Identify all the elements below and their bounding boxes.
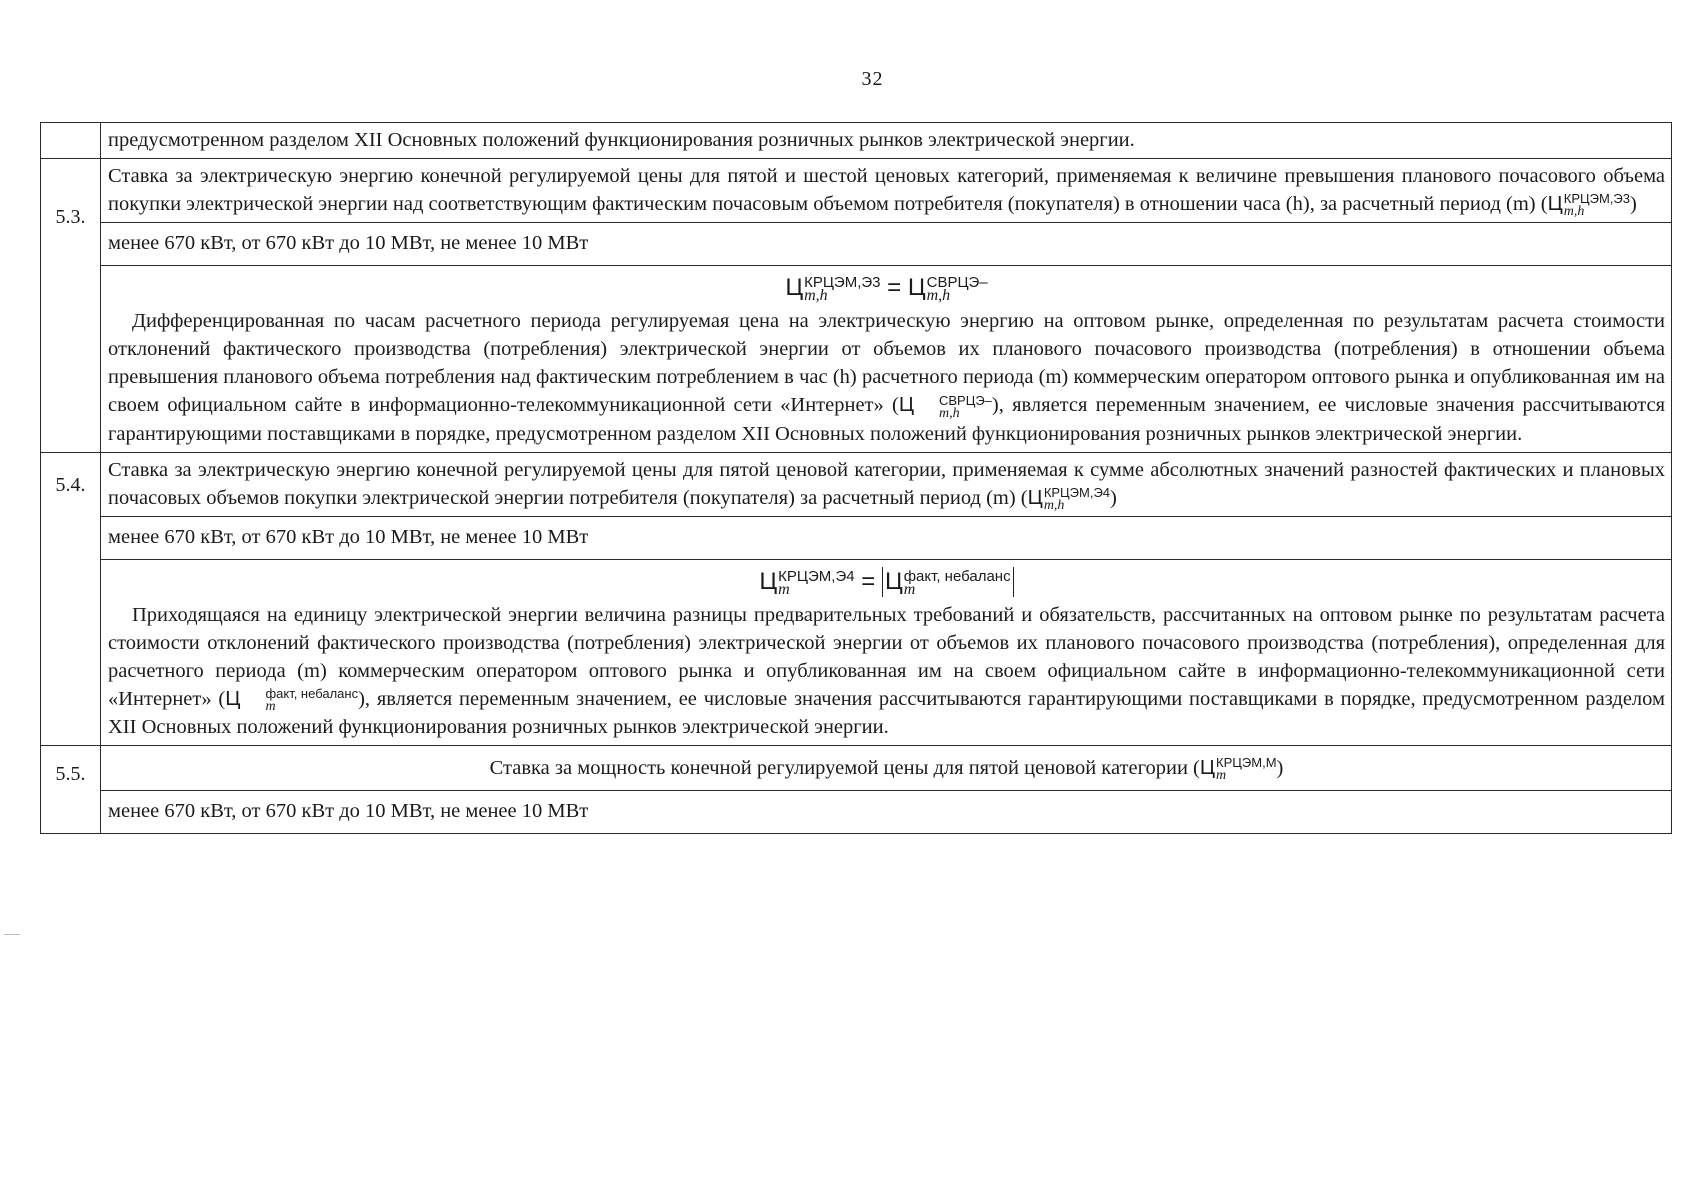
- description-paragraph: [108, 307, 1665, 447]
- row-title-cell: [101, 452, 1672, 516]
- description-text: Дифференцированная по часам расчетного периода регулируемая цена на электрическую энергию на оптовом рынке, определенная по результатам расчета стоимости отклонений фактического производства (потребления) электрической энергии от объемов их планового почасового производства (потребления) в отношении объема превышения планового объема потребления над фактическим потреблением в час (h) расчетного периода (m) коммерческим оператором оптового рынка и опубликованная им на своем официальном сайте в информационно-телекоммуникационной сети «Интернет» (: [108, 310, 1665, 417]
- symbol-indices: [778, 567, 855, 598]
- table-row: [41, 516, 1672, 559]
- symbol-superscript: КРЦЭМ,Э4: [778, 567, 855, 585]
- table-row: [41, 123, 1672, 159]
- symbol-indices: [241, 687, 358, 713]
- table-row: [41, 791, 1672, 834]
- symbol-indices: [903, 567, 1011, 598]
- symbol-subscript: m,h: [938, 405, 960, 421]
- item-title: Ставка за мощность конечной регулируемой цены для пятой ценовой категории (: [489, 757, 1200, 780]
- closing-paren: ): [1110, 486, 1117, 509]
- description-paragraph: [108, 601, 1665, 741]
- closing-paren: ): [1629, 193, 1637, 215]
- equals-sign: =: [887, 274, 902, 302]
- continuation-text: предусмотренном разделом XII Основных положений функционирования розничных рынков электрической энергии.: [108, 129, 1135, 151]
- table-row: [41, 223, 1672, 266]
- symbol-superscript: факт, небаланс: [265, 686, 359, 702]
- symbol-superscript: СВРЦЭ–: [938, 392, 992, 408]
- item-title: Ставка за электрическую энергию конечной регулируемой цены для пятой и шестой ценовых категорий, применяемая к величине превышения планового почасового объема покупки электрической энергии над соответствующим фактическим почасовым объемом потребителя (покупателя) в отношении часа (h), за расчетный период (m) (: [108, 165, 1665, 215]
- price-symbol: Ц: [1199, 756, 1216, 780]
- description-text: Приходящаяся на единицу электрической энергии величина разницы предварительных требований и обязательств, рассчитанных на оптовом рынке по результатам расчета стоимости отклонений фактического производства (потребления) электрической энергии от объемов их планового почасового производства (потребления), определенная для расчетного периода (m) коммерческим оператором оптового рынка и опубликованная им на своем официальном сайте в информационно-телекоммуникационной сети «Интернет» (: [108, 603, 1665, 710]
- scan-artifact: [4, 934, 20, 935]
- row-description-cell: [101, 266, 1672, 452]
- description-tail: ), является переменным значением, ее числовые значения рассчитываются гарантирующими поставщиками в порядке, предусмотренном разделом XII Основных положений функционирования розничных рынков электрической энергии.: [108, 687, 1665, 739]
- page-number: 32: [861, 68, 884, 90]
- row-text-cell: [101, 123, 1672, 159]
- table-row: [41, 452, 1672, 516]
- symbol-indices: [915, 394, 992, 420]
- row-number-cell: [41, 123, 101, 159]
- description-tail: ), является переменным значением, ее числовые значения рассчитываются гарантирующими поставщиками в порядке, предусмотренном разделом XII Основных положений функционирования розничных рынков электрической энергии.: [108, 394, 1665, 445]
- symbol-indices: [804, 273, 881, 304]
- symbol-indices: [1044, 486, 1110, 512]
- price-symbol: Ц: [1027, 485, 1043, 509]
- price-symbol: Ц: [884, 567, 903, 595]
- capacity-range: менее 670 кВт, от 670 кВт до 10 МВт, не менее 10 МВт: [108, 800, 589, 823]
- price-symbol: Ц: [898, 393, 914, 417]
- absolute-value: [882, 567, 1014, 597]
- price-symbol: Ц: [1547, 192, 1563, 215]
- row-title-cell: [101, 159, 1672, 223]
- price-symbol: Ц: [785, 274, 804, 302]
- tariff-table: [40, 122, 1672, 834]
- symbol-superscript: факт, небаланс: [903, 567, 1011, 585]
- row-capacity-cell: [101, 791, 1672, 834]
- symbol-subscript: m: [265, 699, 276, 715]
- row-capacity-cell: [101, 516, 1672, 559]
- row-capacity-cell: [101, 223, 1672, 266]
- symbol-indices: [926, 273, 988, 304]
- item-title: Ставка за электрическую энергию конечной регулируемой цены для пятой ценовой категории, применяемая к сумме абсолютных значений разностей фактических и плановых почасовых объемов покупки электрической энергии потребителя (покупателя) за расчетный период (m) (: [108, 458, 1665, 509]
- row-number-cell: [41, 159, 101, 453]
- symbol-indices: [1564, 192, 1630, 218]
- symbol-subscript: m: [1216, 768, 1227, 784]
- symbol-superscript: КРЦЭМ,Э4: [1043, 484, 1111, 500]
- item-number: 5.5.: [55, 763, 86, 786]
- equals-sign: =: [861, 567, 876, 595]
- price-symbol: Ц: [225, 686, 241, 710]
- row-title-cell: [101, 746, 1672, 791]
- item-number: 5.3.: [55, 206, 86, 228]
- symbol-superscript: КРЦЭМ,Э3: [1563, 191, 1630, 207]
- symbol-superscript: СВРЦЭ–: [926, 273, 988, 291]
- table-row: [41, 266, 1672, 452]
- symbol-subscript: m,h: [1043, 497, 1065, 513]
- row-description-cell: [101, 559, 1672, 745]
- symbol-indices: [1216, 756, 1276, 782]
- table-row: [41, 559, 1672, 745]
- symbol-subscript: m: [778, 580, 790, 598]
- row-number-cell: [41, 746, 101, 834]
- formula: [108, 565, 1665, 599]
- table-row: [41, 159, 1672, 223]
- symbol-subscript: m,h: [1563, 204, 1585, 220]
- symbol-subscript: m,h: [804, 286, 828, 304]
- row-number-cell: [41, 452, 101, 746]
- table-row: [41, 746, 1672, 791]
- price-symbol: Ц: [759, 567, 778, 595]
- symbol-superscript: КРЦЭМ,М: [1216, 755, 1277, 771]
- symbol-subscript: m,h: [926, 286, 951, 304]
- symbol-superscript: КРЦЭМ,Э3: [804, 273, 881, 291]
- symbol-subscript: m: [903, 580, 916, 598]
- item-number: 5.4.: [55, 473, 86, 496]
- price-symbol: Ц: [907, 274, 926, 302]
- formula: [108, 271, 1665, 305]
- closing-paren: ): [1276, 757, 1284, 780]
- capacity-range: менее 670 кВт, от 670 кВт до 10 МВт, не менее 10 МВт: [108, 232, 589, 255]
- capacity-range: менее 670 кВт, от 670 кВт до 10 МВт, не менее 10 МВт: [108, 525, 589, 548]
